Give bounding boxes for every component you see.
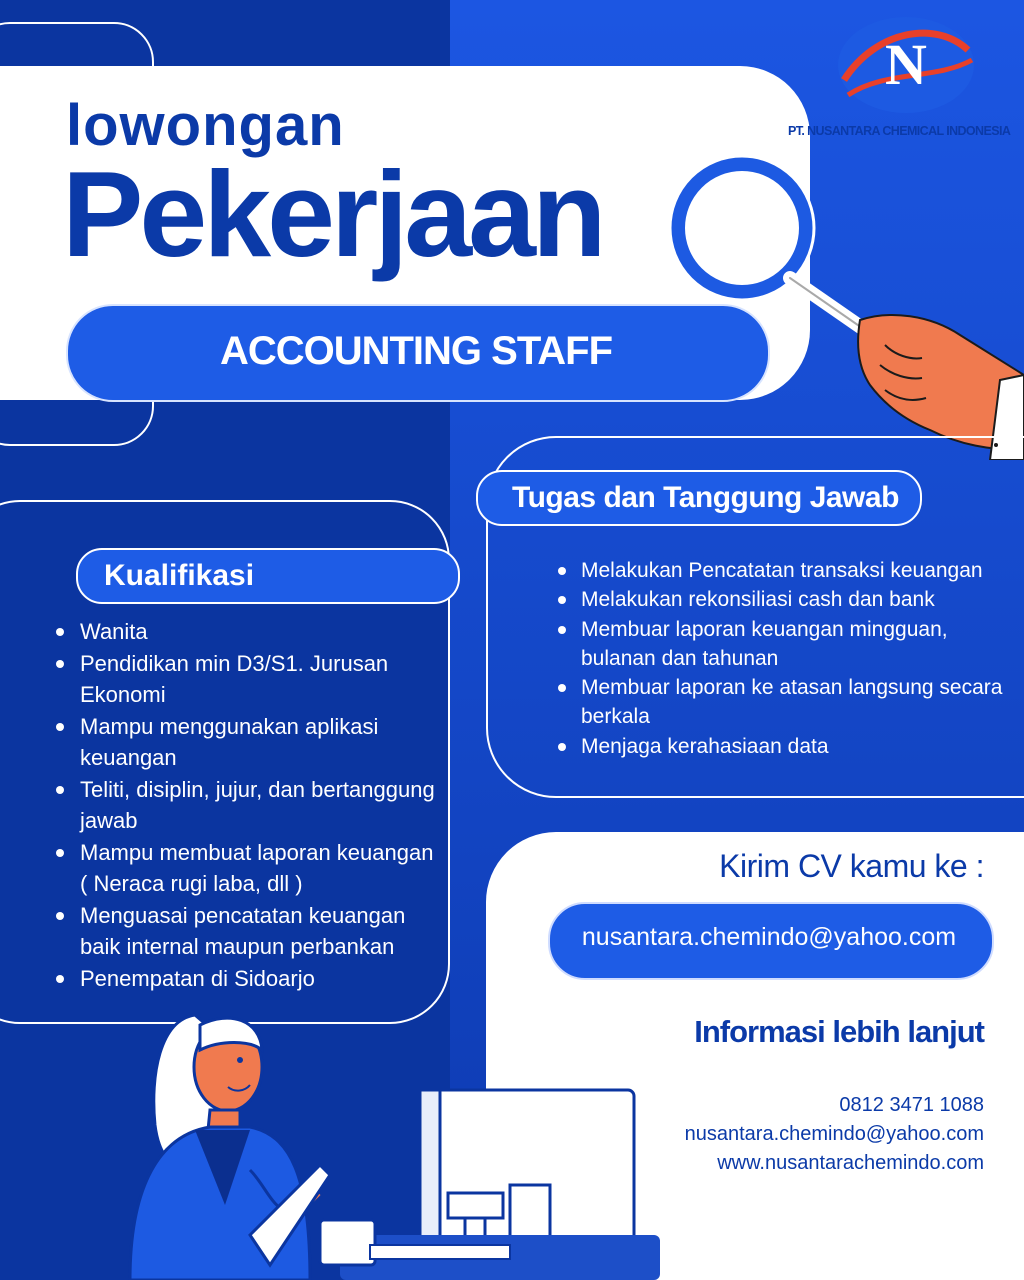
contact-phone[interactable]: 0812 3471 1088: [839, 1094, 984, 1116]
list-item: Penempatan di Sidoarjo: [56, 963, 436, 995]
list-item: Wanita: [56, 616, 436, 648]
company-name: PT. NUSANTARA CHEMICAL INDONESIA: [788, 124, 1011, 138]
list-item: Mampu membuat laporan keuangan ( Neraca rugi laba, dll ): [56, 837, 436, 900]
list-item: Melakukan Pencatatan transaksi keuangan: [558, 556, 1010, 585]
logo-letter: N: [885, 32, 927, 97]
list-item: Mampu menggunakan aplikasi keuangan: [56, 711, 436, 774]
list-item: Menguasai pencatatan keuangan baik internal maupun perbankan: [56, 900, 436, 963]
more-info-title: Informasi lebih lanjut: [694, 1014, 984, 1049]
qualifications-title: Kualifikasi: [104, 559, 255, 592]
list-item: Membuar laporan ke atasan langsung secara berkala: [558, 673, 1010, 732]
duties-list: [558, 556, 1010, 761]
qualifications-list: [56, 616, 436, 994]
job-title: ACCOUNTING STAFF: [219, 329, 613, 373]
contact-email[interactable]: nusantara.chemindo@yahoo.com: [684, 1123, 984, 1145]
list-item: Menjaga kerahasiaan data: [558, 732, 1010, 761]
headline-lowongan: lowongan: [66, 93, 345, 158]
list-item: Melakukan rekonsiliasi cash dan bank: [558, 585, 1010, 614]
list-item: Pendidikan min D3/S1. Jurusan Ekonomi: [56, 648, 436, 711]
woman-illustration: [100, 1005, 330, 1280]
magnifier-icon: [660, 150, 1024, 460]
duties-title: Tugas dan Tanggung Jawab: [512, 481, 899, 514]
company-logo: [836, 10, 976, 120]
headline-pekerjaan: Pekerjaan: [62, 146, 603, 282]
computer-monitor-icon: [300, 1085, 670, 1280]
contact-website[interactable]: www.nusantarachemindo.com: [717, 1152, 984, 1174]
send-cv-label: Kirim CV kamu ke :: [719, 848, 984, 884]
list-item: Membuar laporan keuangan mingguan, bulanan dan tahunan: [558, 615, 1010, 674]
email-button-label[interactable]: nusantara.chemindo@yahoo.com: [581, 923, 957, 951]
list-item: Teliti, disiplin, jujur, dan bertanggung jawab: [56, 774, 436, 837]
